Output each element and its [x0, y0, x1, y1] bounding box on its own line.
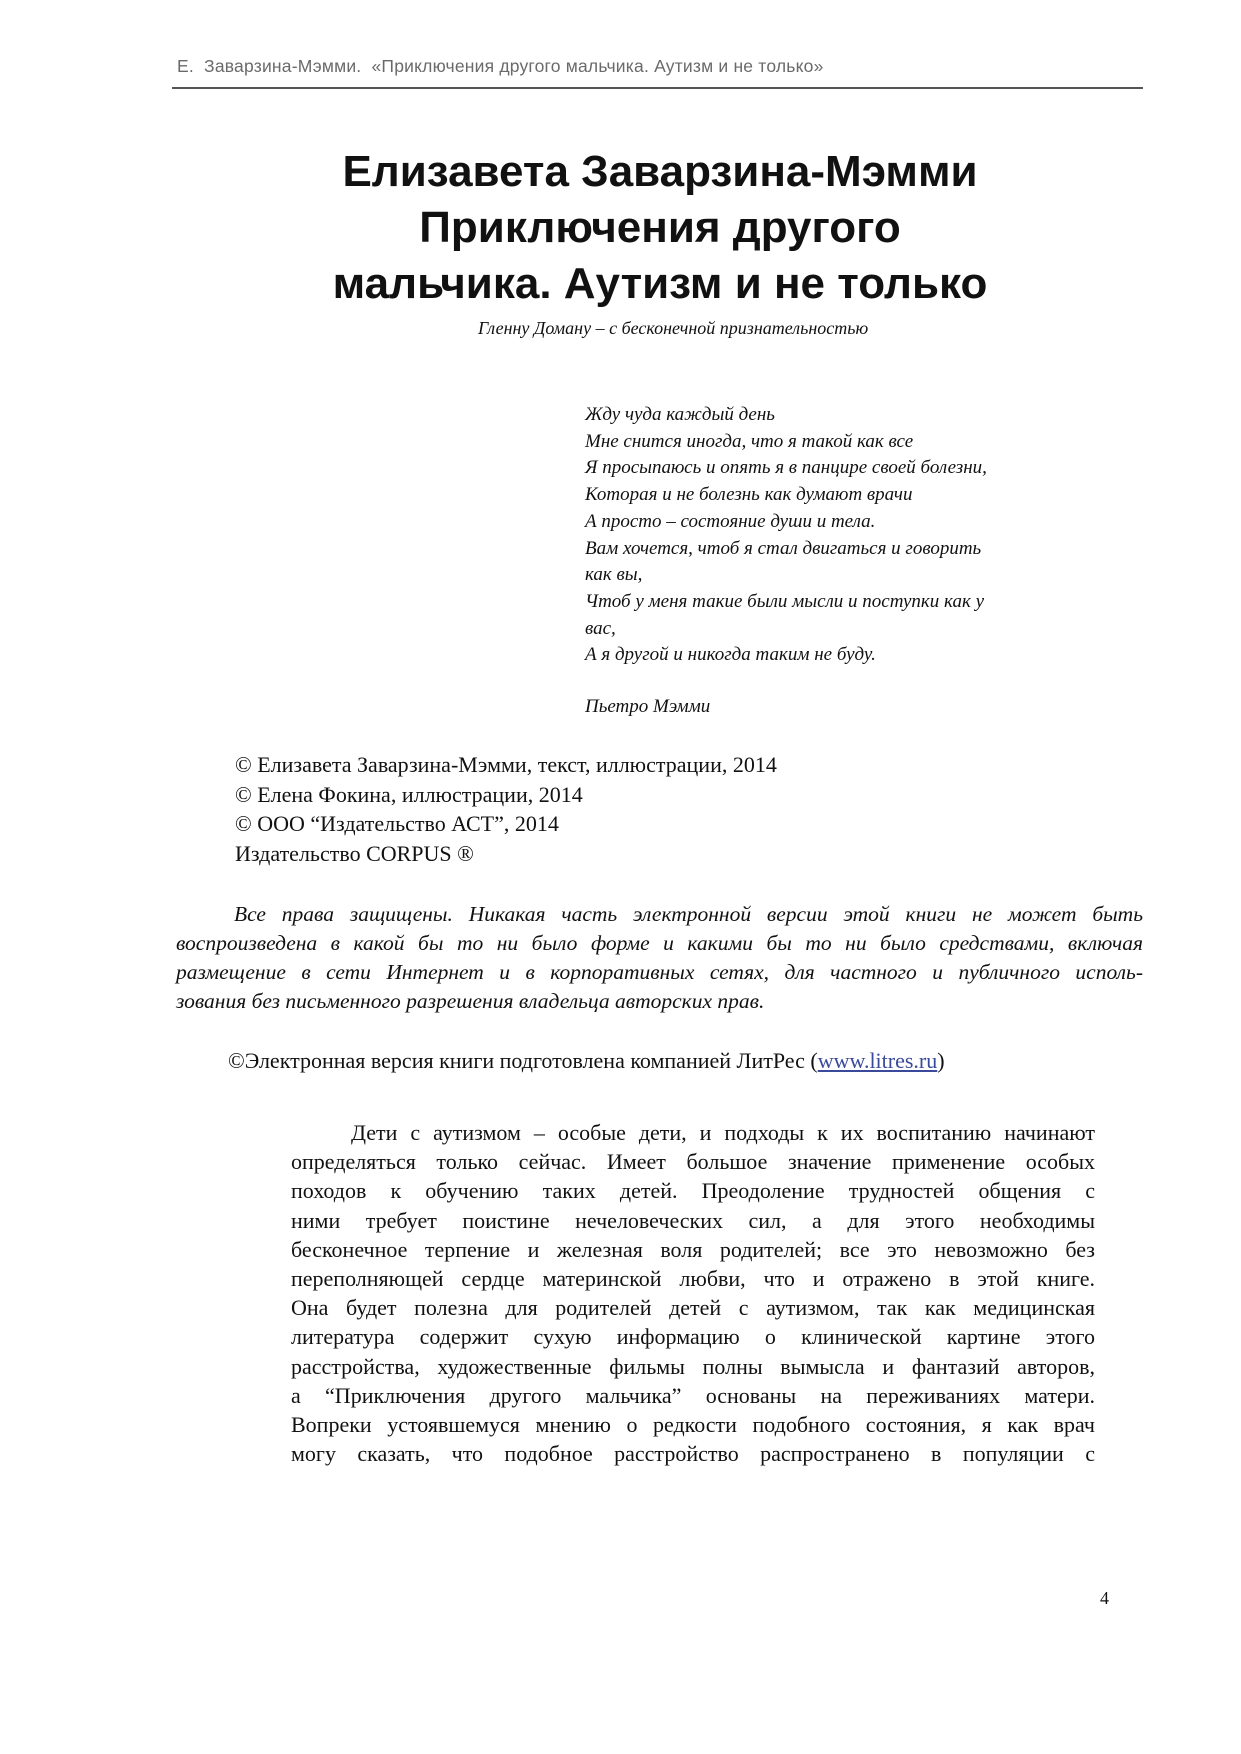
body-line: литература содержит сухую информацию о клинической картине этого — [291, 1324, 1095, 1350]
rights-line: размещение в сети Интернет и в корпоративных сетях, для частного и публичного исполь- — [176, 960, 1143, 984]
body-text — [291, 1118, 1095, 1468]
poem-line: Вам хочется, чтоб я стал двигаться и говорить — [585, 537, 982, 559]
poem-author: Пьетро Мэмми — [585, 696, 711, 717]
copyright-line: © ООО “Издательство АСТ”, 2014 — [235, 811, 559, 837]
litres-notice — [228, 1048, 945, 1074]
litres-text-end: ) — [937, 1048, 945, 1073]
poem-line: А просто – состояние души и тела. — [585, 510, 876, 532]
poem-line: Жду чуда каждый день — [585, 404, 775, 425]
body-line: походов к обучению таких детей. Преодоление трудностей общения с — [291, 1178, 1095, 1204]
body-line: бесконечное терпение и железная воля родителей; все это невозможно без — [291, 1236, 1095, 1262]
copyright-block — [235, 750, 777, 868]
body-line: Дети с аутизмом – особые дети, и подходы к их воспитанию начинают — [351, 1120, 1095, 1145]
header-divider — [172, 87, 1143, 89]
body-line: Вопреки устоявшемуся мнению о редкости подобного состояния, я как врач — [291, 1412, 1095, 1438]
rights-notice — [176, 900, 1143, 1016]
poem-line: Которая и не болезнь как думают врачи — [585, 484, 913, 506]
poem-line: как вы, — [585, 564, 643, 586]
body-line: а “Приключения другого мальчика” основаны на переживаниях матери. — [291, 1382, 1095, 1408]
copyright-line: Издательство CORPUS ® — [235, 840, 474, 866]
book-title — [200, 144, 1120, 312]
poem-line: Чтоб у меня такие были мысли и поступки как у — [585, 590, 985, 612]
title-line: Приключения другого — [419, 203, 901, 252]
poem-line: А я другой и никогда таким не буду. — [585, 644, 876, 666]
rights-line: зования без письменного разрешения владельца авторских прав. — [176, 989, 765, 1013]
body-line: расстройства, художественные фильмы полны вымысла и фантазий авторов, — [291, 1353, 1095, 1379]
copyright-line: © Елизавета Заварзина-Мэмми, текст, иллюстрации, 2014 — [235, 752, 777, 777]
poem-line: Я просыпаюсь и опять я в панцире своей болезни, — [585, 457, 987, 479]
body-line: переполняющей сердце материнской любви, что и отражено в этой книге. — [291, 1266, 1095, 1292]
litres-text: ©Электронная версия книги подготовлена компанией ЛитРес ( — [228, 1048, 818, 1073]
epigraph-poem — [585, 402, 987, 669]
running-header: Е. Заварзина-Мэмми. «Приключения другого мальчика. Аутизм и не только» — [177, 56, 824, 76]
copyright-line: © Елена Фокина, иллюстрации, 2014 — [235, 781, 583, 807]
body-line: определяться только сейчас. Имеет большое значение применение особых — [291, 1149, 1095, 1175]
rights-line: Все права защищены. Никакая часть электронной версии этой книги не может быть — [234, 902, 1143, 926]
dedication: Гленну Доману – с бесконечной признательностью — [478, 318, 869, 338]
poem-line: вас, — [585, 617, 616, 639]
title-line: Елизавета Заварзина-Мэмми — [342, 147, 978, 196]
body-line: Она будет полезна для родителей детей с аутизмом, так как медицинская — [291, 1295, 1095, 1321]
poem-line: Мне снится иногда, что я такой как все — [585, 430, 914, 452]
body-line: могу сказать, что подобное расстройство распространено в популяции с — [291, 1441, 1095, 1467]
rights-line: воспроизведена в какой бы то ни было форме и какими бы то ни было средствами, включая — [176, 931, 1143, 955]
body-line: ними требует поистине нечеловеческих сил, а для этого необходимы — [291, 1207, 1095, 1233]
litres-link[interactable]: www.litres.ru — [817, 1048, 938, 1073]
page-number: 4 — [1100, 1588, 1109, 1608]
title-line: мальчика. Аутизм и не только — [332, 259, 988, 308]
